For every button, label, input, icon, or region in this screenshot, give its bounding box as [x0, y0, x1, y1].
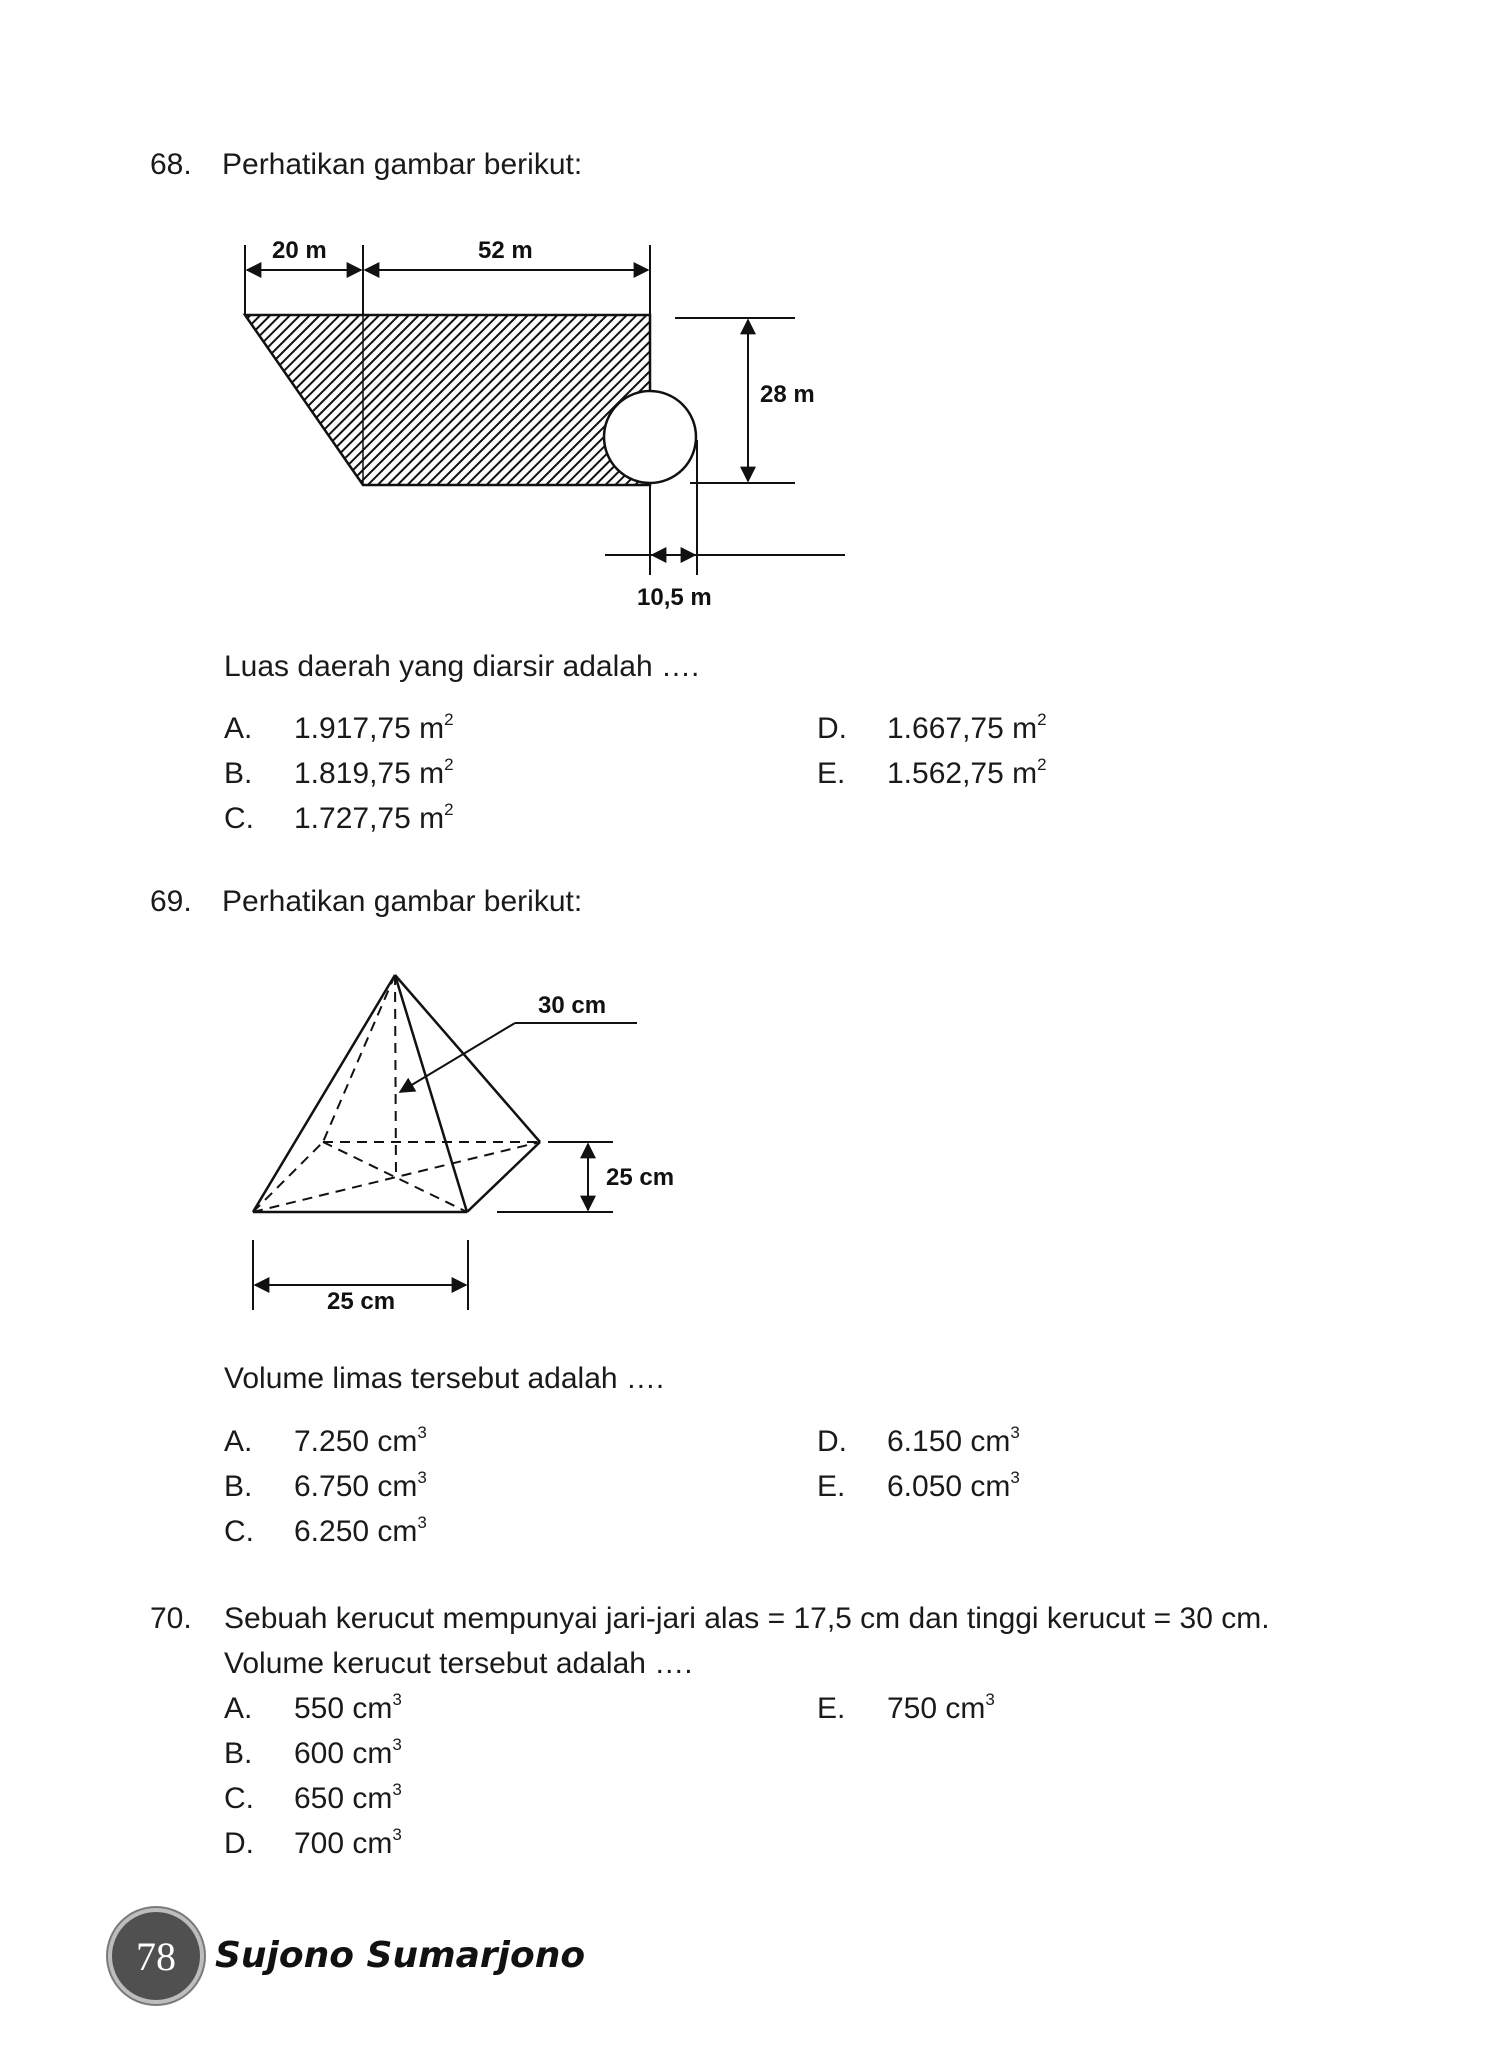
option-value: 1.917,75 m	[294, 712, 445, 745]
q70-option-c[interactable]	[224, 1782, 402, 1816]
q69-option-a[interactable]	[224, 1425, 427, 1459]
question-68-prompt: Perhatikan gambar berikut:	[222, 148, 583, 181]
option-exponent: 3	[417, 1468, 427, 1487]
q70-option-d[interactable]	[224, 1827, 402, 1861]
q69-option-d[interactable]	[817, 1425, 1020, 1459]
question-69-text: Volume limas tersebut adalah ….	[224, 1362, 665, 1395]
option-exponent: 3	[417, 1513, 427, 1532]
q70-option-b[interactable]	[224, 1737, 402, 1771]
option-exponent: 3	[392, 1690, 402, 1709]
option-letter: D.	[817, 712, 847, 745]
option-value: 6.050 cm	[887, 1470, 1011, 1503]
option-exponent: 3	[1010, 1468, 1020, 1487]
q69-option-c[interactable]	[224, 1515, 427, 1549]
option-letter: A.	[224, 712, 253, 745]
q69-option-e[interactable]	[817, 1470, 1020, 1504]
option-value: 7.250 cm	[294, 1425, 418, 1458]
option-exponent: 2	[444, 800, 454, 819]
option-letter: B.	[224, 757, 253, 790]
option-letter: C.	[224, 1515, 254, 1548]
question-70-line1: Sebuah kerucut mempunyai jari-jari alas = 17,5 cm dan tinggi kerucut = 30 cm.	[224, 1602, 1270, 1635]
option-letter: E.	[817, 1692, 846, 1725]
option-exponent: 3	[417, 1423, 427, 1442]
page-number-badge	[108, 1908, 204, 2004]
option-letter: E.	[817, 1470, 846, 1503]
option-value: 600 cm	[294, 1737, 393, 1770]
q70-option-a[interactable]	[224, 1692, 402, 1726]
option-exponent: 3	[1010, 1423, 1020, 1442]
option-letter: E.	[817, 757, 846, 790]
option-value: 650 cm	[294, 1782, 393, 1815]
option-exponent: 2	[1037, 710, 1047, 729]
label-52m: 52 m	[478, 237, 533, 264]
option-value: 750 cm	[887, 1692, 986, 1725]
option-value: 700 cm	[294, 1827, 393, 1860]
option-value: 1.562,75 m	[887, 757, 1038, 790]
question-70-line2: Volume kerucut tersebut adalah ….	[224, 1647, 693, 1680]
option-value: 6.150 cm	[887, 1425, 1011, 1458]
label-20m: 20 m	[272, 237, 327, 264]
question-68-number: 68.	[150, 148, 192, 181]
option-value: 6.750 cm	[294, 1470, 418, 1503]
question-69-number: 69.	[150, 885, 192, 918]
q70-option-e[interactable]	[817, 1692, 995, 1726]
option-exponent: 3	[392, 1735, 402, 1754]
option-value: 550 cm	[294, 1692, 393, 1725]
label-10-5m: 10,5 m	[637, 584, 712, 611]
author-name: Sujono Sumarjono	[215, 1935, 586, 1976]
label-30cm: 30 cm	[538, 992, 607, 1019]
label-25cm-width: 25 cm	[327, 1288, 396, 1315]
option-letter: D.	[817, 1425, 847, 1458]
option-exponent: 2	[444, 710, 454, 729]
question-70-number: 70.	[150, 1602, 192, 1635]
question-69-prompt: Perhatikan gambar berikut:	[222, 885, 583, 918]
option-letter: C.	[224, 1782, 254, 1815]
option-exponent: 2	[444, 755, 454, 774]
option-value: 1.667,75 m	[887, 712, 1038, 745]
option-letter: A.	[224, 1425, 253, 1458]
label-25cm-depth: 25 cm	[606, 1164, 675, 1191]
label-28m: 28 m	[760, 381, 815, 408]
page-number: 78	[136, 1933, 176, 1979]
option-value: 1.819,75 m	[294, 757, 445, 790]
option-value: 1.727,75 m	[294, 802, 445, 835]
option-letter: D.	[224, 1827, 254, 1860]
option-exponent: 3	[985, 1690, 995, 1709]
option-exponent: 3	[392, 1780, 402, 1799]
q69-option-b[interactable]	[224, 1470, 427, 1504]
option-exponent: 2	[1037, 755, 1047, 774]
option-value: 6.250 cm	[294, 1515, 418, 1548]
option-letter: C.	[224, 802, 254, 835]
question-68-text: Luas daerah yang diarsir adalah ….	[224, 650, 700, 683]
option-letter: B.	[224, 1737, 253, 1770]
option-letter: A.	[224, 1692, 253, 1725]
option-letter: B.	[224, 1470, 253, 1503]
option-exponent: 3	[392, 1825, 402, 1844]
